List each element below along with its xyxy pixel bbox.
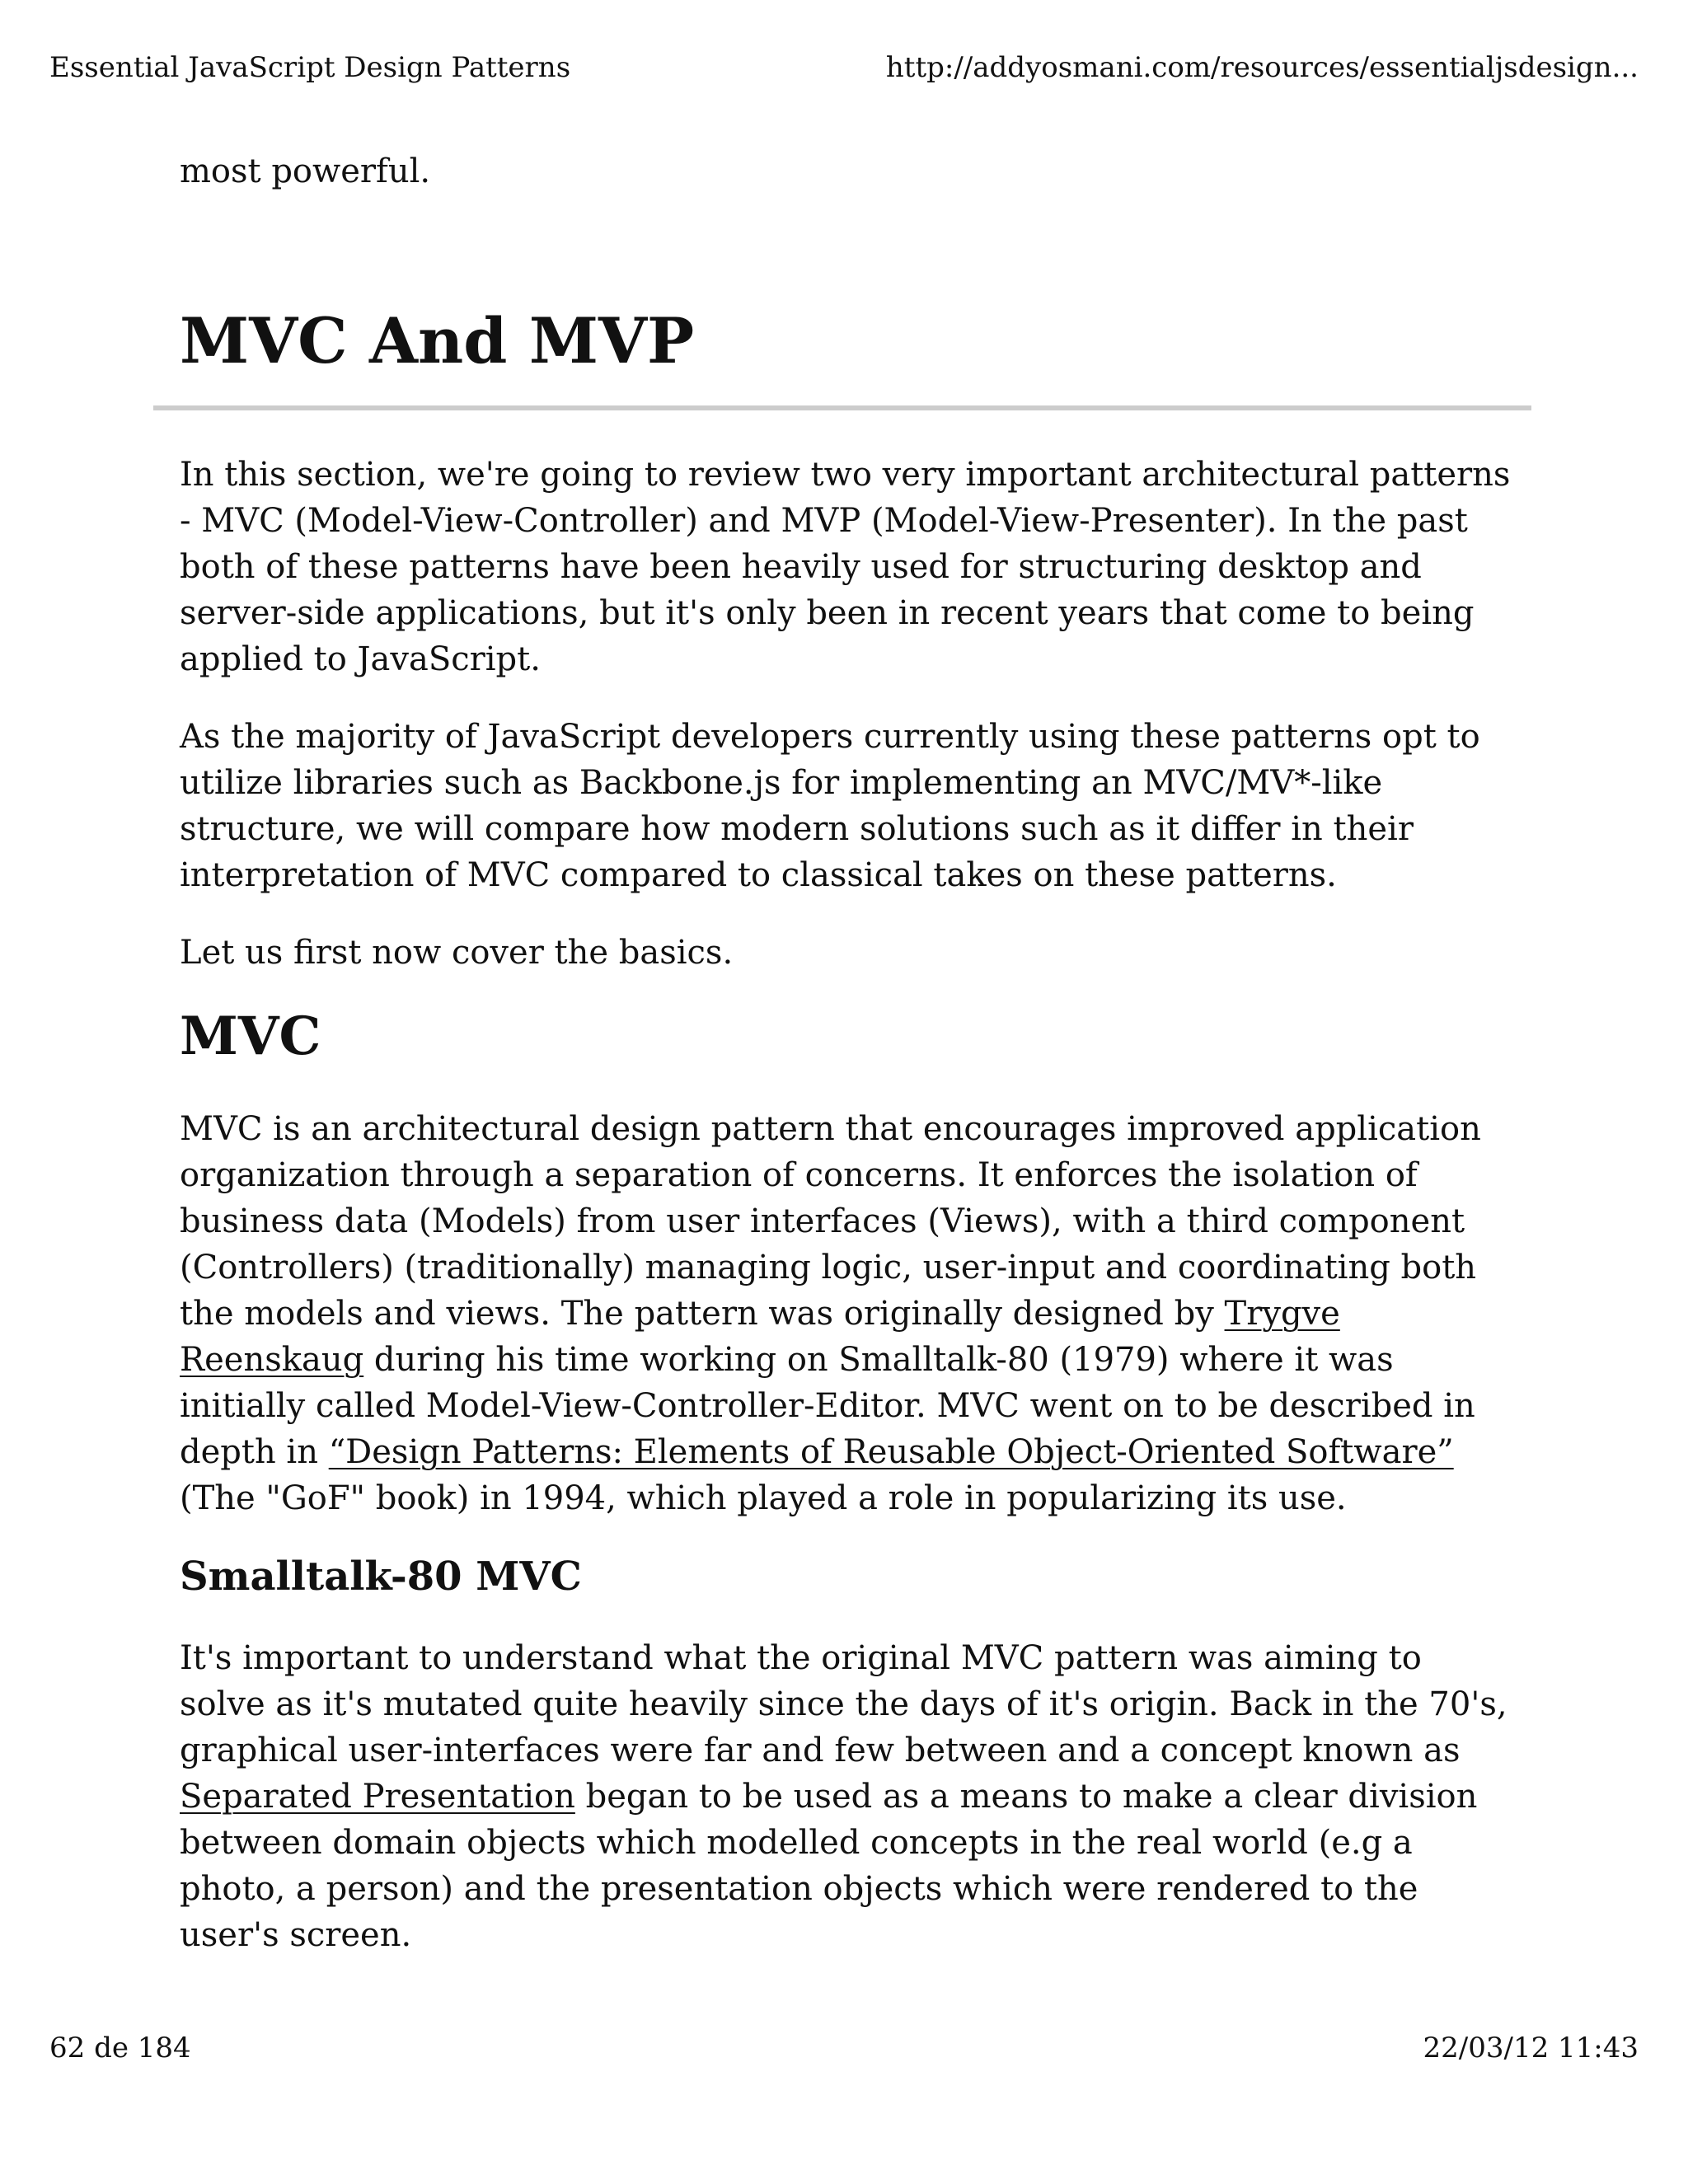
print-datetime: 22/03/12 11:43 [1423,2032,1639,2064]
trygve-reenskaug-link[interactable]: Trygve Reenskaug [180,1295,1340,1379]
section-body [180,452,1515,1990]
document-content [180,148,1515,1954]
smalltalk-text-2: began to be used as a means to make a clear division between domain objects which modelled concepts in the real world (e.g a photo, a person) and the presentation objects which were rendered to the user's screen. [180,1778,1478,1954]
print-header-title: Essential JavaScript Design Patterns [49,51,571,84]
page-count: 62 de 184 [49,2032,191,2064]
mvc-text-3: (The "GoF" book) in 1994, which played a role in popularizing its use. [180,1479,1347,1517]
design-patterns-book-link[interactable]: “Design Patterns: Elements of Reusable Object-Oriented Software” [328,1433,1454,1471]
mvc-heading: MVC [180,1005,321,1067]
continued-text: most powerful. [180,152,431,190]
mvc-text-1: MVC is an architectural design pattern that encourages improved application organization through a separation of concerns. It enforces the isolation of business data (Models) from user interfaces (Views), with a third component (Controllers) (traditionally) managing logic, user-input and coordinating both the models and views. The pattern was originally designed by [180,1110,1481,1333]
smalltalk-heading: Smalltalk-80 MVC [180,1554,582,1600]
separated-presentation-link[interactable]: Separated Presentation [180,1778,575,1816]
mvc-paragraph [180,1106,1515,1521]
section-title: MVC And MVP [180,304,695,377]
intro-paragraph-1: In this section, we're going to review two very important architectural patterns - MVC (Model-View-Controller) and MVP (Model-View-Presenter). In the past both of these patterns have been heavily used for structuring desktop and server-side applications, but it's only been in recent years that come to being applied to JavaScript. [180,456,1511,678]
smalltalk-text-1: It's important to understand what the original MVC pattern was aiming to solve as it's mutated quite heavily since the days of it's origin. Back in the 70's, graphical user-interfaces were far and few between and a concept known as [180,1639,1507,1769]
smalltalk-paragraph [180,1635,1515,1958]
print-header-url: http://addyosmani.com/resources/essentialjsdesign... [885,51,1639,84]
mvc-text-2: during his time working on Smalltalk-80 (1979) where it was initially called Model-View-Controller-Editor. MVC went on to be described in depth in [180,1341,1475,1471]
intro-paragraph-3: Let us first now cover the basics. [180,934,734,972]
intro-paragraph-2: As the majority of JavaScript developers currently using these patterns opt to utilize libraries such as Backbone.js for implementing an MVC/MV*-like structure, we will compare how modern solutions such as it differ in their interpretation of MVC compared to classical takes on these patterns. [180,718,1480,894]
section-divider [153,405,1531,410]
